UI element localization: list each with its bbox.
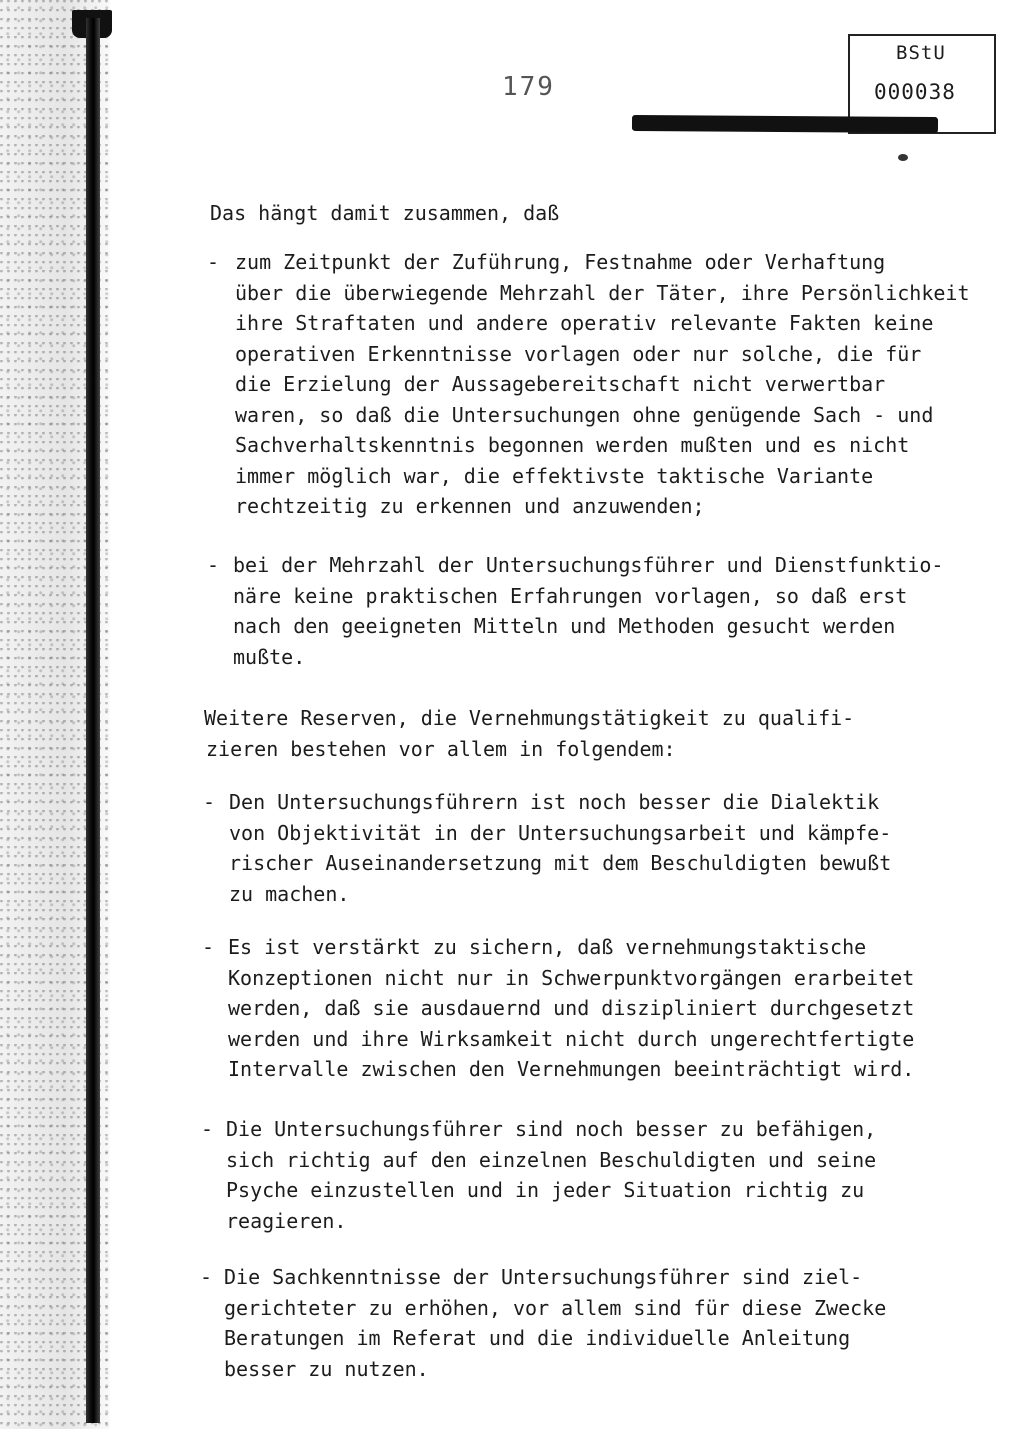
item-line: reagieren. [226,1208,347,1233]
ink-speck [898,154,908,161]
bullet-dash: - [207,250,220,274]
item-line: besser zu nutzen. [224,1356,429,1381]
bullet-dash: - [201,1117,214,1141]
paragraph-line: Weitere Reserven, die Vernehmungstätigkeit zu qualifi- [204,706,855,730]
intro-line: Das hängt damit zusammen, daß [210,201,560,225]
item-line: die Erzielung der Aussagebereitschaft nicht verwertbar [235,372,886,396]
reserves-paragraph [204,703,854,764]
item-line: operativen Erkenntnisse vorlagen oder nur solche, die für [235,341,922,366]
item-line: von Objektivität in der Untersuchungsarbeit und kämpfe- [229,820,892,845]
item-line: gerichteter zu erhöhen, vor allem sind für diese Zwecke [224,1295,887,1320]
item-line: Intervalle zwischen den Vernehmungen beeinträchtigt wird. [228,1057,915,1081]
item-line: Die Sachkenntnisse der Untersuchungsführer sind ziel- [224,1265,863,1289]
item-line: sich richtig auf den einzelnen Beschuldigten und seine [226,1147,877,1172]
item-line: bei der Mehrzahl der Untersuchungsführer und Dienstfunktio- [233,553,944,577]
item-line: Psyche einzustellen und in jeder Situation richtig zu [226,1178,865,1202]
item-line: Beratungen im Referat und die individuelle Anleitung [224,1326,851,1350]
redaction-bar [632,115,938,133]
item-line: zu machen. [229,881,350,906]
list-item [224,1262,886,1384]
item-line: Konzeptionen nicht nur in Schwerpunktvorgängen erarbeitet [228,965,915,990]
item-line: Sachverhaltskenntnis begonnen werden mußten und es nicht [235,433,910,457]
item-line: rischer Auseinandersetzung mit dem Beschuldigten bewußt [229,851,892,875]
paragraph-line: zieren bestehen vor allem in folgendem: [206,736,676,761]
item-line: waren, so daß die Untersuchungen ohne genügende Sach - und [235,402,934,427]
item-line: rechtzeitig zu erkennen und anzuwenden; [235,494,705,518]
bullet-dash: - [203,790,216,814]
item-line: nach den geeigneten Mitteln und Methoden gesucht werden [233,614,896,638]
stamp-number: 000038 [874,80,956,104]
item-line: näre keine praktischen Erfahrungen vorlagen, so daß erst [233,583,908,608]
bullet-dash: - [207,553,220,577]
page-number: 179 [502,72,555,102]
item-line: ihre Straftaten und andere operativ relevante Fakten keine [235,311,934,335]
bullet-dash: - [202,935,215,959]
item-line: Den Untersuchungsführern ist noch besser die Dialektik [229,790,880,814]
item-line: zum Zeitpunkt der Zuführung, Festnahme oder Verhaftung [235,250,886,274]
stamp-label: BStU [896,42,946,64]
list-item [233,550,943,672]
item-line: Die Untersuchungsführer sind noch besser zu befähigen, [226,1117,877,1141]
item-line: Es ist verstärkt zu sichern, daß vernehmungstaktische [228,935,867,959]
item-line: werden und ihre Wirksamkeit nicht durch ungerechtfertigte [228,1026,915,1051]
list-item [235,247,970,522]
list-item [229,787,891,909]
item-line: immer möglich war, die effektivste taktische Variante [235,463,874,488]
bullet-dash: - [200,1265,213,1289]
list-item [228,932,914,1085]
item-line: über die überwiegende Mehrzahl der Täter, ihre Persönlichkeit [235,280,970,305]
list-item [226,1114,876,1236]
binding-line [86,18,100,1423]
item-line: mußte. [233,644,306,669]
item-line: werden, daß sie ausdauernd und diszipliniert durchgesetzt [228,996,915,1020]
